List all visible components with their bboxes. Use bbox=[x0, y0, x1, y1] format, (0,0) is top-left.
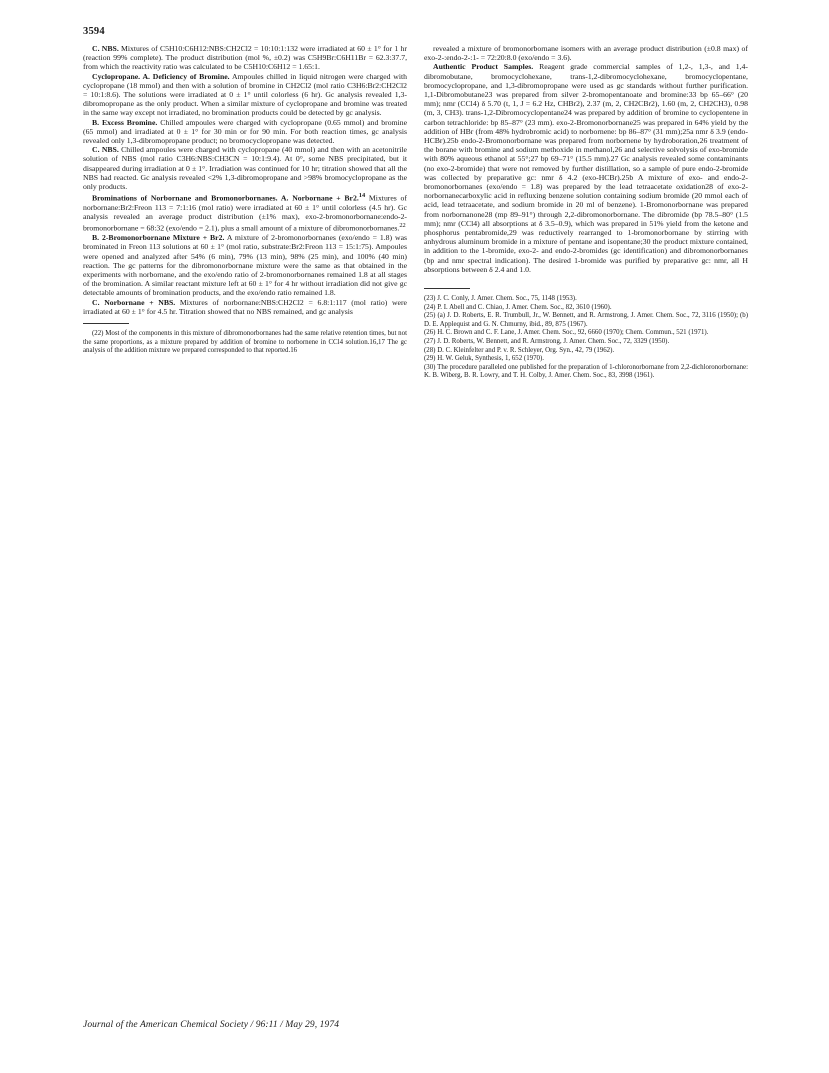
heading: C. Norbornane + NBS. bbox=[92, 297, 176, 307]
heading: Brominations of Norbornane and Bromonorbornanes. A. Norbornane + Br2. bbox=[92, 193, 359, 203]
body-text: Mixtures of norbornane:Br2:Freon 113 = 7:1:16 (mol ratio) were irradiated at 60 ± 1° until colorless (4.5 hr). Gc analysis revealed an average product distribution (±1% max), exo-2-bromonorbornane:endo-2-bromonorbornane = 68:32 (exo/endo = 2.1), plus a small amount of a mixture of dibromonorbornanes. bbox=[83, 193, 407, 233]
footnote-27: (27) J. D. Roberts, W. Bennett, and R. Armstrong, J. Amer. Chem. Soc., 72, 3329 (1950). bbox=[424, 338, 670, 346]
body-text: Mixtures of norbornane:NBS:CH2Cl2 = 6.8:1:117 (mol ratio) were irradiated at 60 ± 1° for 4.5 hr. Titration showed that no NBS remained, and gc analysis bbox=[83, 297, 407, 316]
footnote-26: (26) H. C. Brown and C. F. Lane, J. Amer. Chem. Soc., 92, 6660 (1970); Chem. Commun., 521 (1971). bbox=[424, 329, 709, 337]
reference-marker: 22 bbox=[399, 222, 406, 230]
body-text: Ampoules chilled in liquid nitrogen were charged with cyclopropane (18 mmol) and then with a solution of bromine in CH2Cl2 (mol ratio C3H6:Br2:CH2Cl2 = 10:1:8.6). The solutions were irradiated at 0 ± 1° until colorless (6 hr). Gc analysis revealed 1,3-dibromopropane as the only product. When a similar mixture of cyclopropane and bromine was treated in the same way except not irradiated, no bromination products could be detected by gc analysis. bbox=[83, 71, 407, 118]
paragraph-cyclopropane-deficiency bbox=[83, 72, 407, 118]
heading: C. NBS. bbox=[92, 145, 119, 155]
paragraph-authentic-samples bbox=[424, 62, 748, 274]
reference-marker: 14 bbox=[358, 192, 366, 200]
body-text: A mixture of 2-bromonorbornanes (exo/endo = 1.8) was brominated in Freon 113 solutions at 60 ± 1° (mol ratio, substrate:Br2:Freon 113 = 15:1:75). Ampoules were opened and analyzed after 54% (6 min), 79% (13 min), 98% (25 min), and 100% (40 min) reaction. The gc patterns for the dibromonorbornane mixture were the same as that obtained in the experiments with norbornane, and the exo/endo ratio of 2-bromonorbornanes remained 1.8 at all stages of the bromination. A similar reactant mixture left at 60 ± 1° for 4 hr without irradiation did not give gc detectable amounts of bromination products, and the exo/endo ratio remained 1.8. bbox=[83, 233, 407, 298]
left-column bbox=[83, 44, 407, 356]
paragraph-bromonorbornane-mixture bbox=[83, 233, 407, 297]
page-number: 3594 bbox=[83, 26, 105, 37]
footnote-divider bbox=[424, 288, 470, 289]
heading: Cyclopropane. A. Deficiency of Bromine. bbox=[92, 71, 230, 81]
paragraph-continued: revealed a mixture of bromonorbornane isomers with an average product distribution (±0.8 max) of exo-2-:endo-2-:1- = 72:20:8.0 (exo/endo = 3.6). bbox=[424, 44, 748, 63]
heading: Authentic Product Samples. bbox=[433, 62, 534, 72]
footnote-30: (30) The procedure paralleled one published for the preparation of 1-chloronorbornane from 2,2-dichloronorbornane: K. B. Wiberg, B. R. Lowry, and T. H. Colby, J. Amer. Chem. Soc., 83, 3998 (1961). bbox=[424, 363, 748, 380]
footnote-23: (23) J. C. Conly, J. Amer. Chem. Soc., 75, 1148 (1953). bbox=[424, 295, 577, 303]
paragraph-nbs-cyclopentane bbox=[83, 44, 407, 72]
footnotes bbox=[424, 295, 748, 381]
heading: B. Excess Bromine. bbox=[92, 117, 158, 127]
heading: B. 2-Bromonorbornane Mixture + Br2. bbox=[92, 233, 225, 243]
body-text: Chilled ampoules were charged with cyclopropane (0.65 mmol) and bromine (65 mmol) and irradiated at 0 ± 1° for 30 min or for 90 min. For both reaction times, gc analysis revealed only 1,3-dibromopropane product; no bromocyclopropane was detected. bbox=[83, 117, 408, 146]
footnote-25: (25) (a) J. D. Roberts, E. R. Trumbull, Jr., W. Bennett, and R. Armstrong, J. Amer. Chem. Soc., 72, 3116 (1950); (b) D. E. Applequist and G. N. Chmurny, ibid., 89, 875 (1967). bbox=[424, 312, 748, 328]
paragraph-norbornane-br2 bbox=[83, 191, 407, 233]
paragraph-norbornane-nbs bbox=[83, 298, 407, 316]
heading: C. NBS. bbox=[92, 44, 119, 53]
footnote-22: (22) Most of the components in this mixture of dibromonorbornanes had the same relative retention times, but not the same proportions, as a mixture prepared by addition of bromine to norbornene in CCl4 solution.16,17 The gc analysis of the addition mixture we prepared corresponded to that reported.16 bbox=[83, 330, 407, 355]
footnote-29: (29) H. W. Geluk, Synthesis, 1, 652 (1970). bbox=[424, 355, 545, 363]
journal-footer: Journal of the American Chemical Society / 96:11 / May 29, 1974 bbox=[83, 1020, 340, 1030]
paragraph-excess-bromine bbox=[83, 118, 407, 146]
body-text: Chilled ampoules were charged with cyclopropane (40 mmol) and then with an acetonitrile solution of NBS (mol ratio C3H6:NBS:CH3CN = 10:1:9.4). At 0°, some NBS precipitated, but it disappeared during irradiation at 0 ± 1°. Irradiation was continued for 10 hr; titration showed that all the NBS had reacted. Gc analysis revealed <2% 1,3-dibromopropane and >98% bromocyclopropane as the only products. bbox=[83, 145, 407, 192]
footnote-24: (24) P. I. Abell and C. Chiao, J. Amer. Chem. Soc., 82, 3610 (1960). bbox=[424, 303, 612, 311]
footnote-28: (28) D. C. Kleinfelter and P. v. R. Schleyer, Org. Syn., 42, 79 (1962). bbox=[424, 346, 615, 354]
body-text: Reagent grade commercial samples of 1,2-, 1,3-, and 1,4-dibromobutane, bromocyclohexane, trans-1,2-dibromocyclohexane, bromocyclopentane, bromocyclopropane, and 1,3-dibromopropane were used as gc standards without further purification. 1,1-Dibromobutane23 was prepared from silver 2-bromopentanoate and bromine:33 bp 65–66° (20 mm); nmr (CCl4) δ 5.70 (t, 1, J = 6.2 Hz, CHBr2), 2.37 (m, 2, CH2CBr2), 1.60 (m, 2, CH2CH3), 0.98 (m, 3, CH3). trans-1,2-Dibromocyclopentane24 was prepared by addition of bromine to cyclopentene in carbon tetrachloride: bp 85–87° (23 mm). exo-2-Bromonorbornane25 was prepared in 64% yield by the addition of HBr (from 48% hydrobromic acid) to norbornene: bp 86–87° (31 mm);25a nmr δ 3.9 (endo-HCBr).25b endo-2-Bromonorbornane was prepared from norbornene by hydroboration,26 treatment of the borane with bromine and sodium methoxide in methanol,26 and selective solvolysis of exo-bromide with 80% aqueous ethanol at 55°;27 bp 69–71° (15.5 mm).27 Gc analysis revealed some contaminants (no exo-2-bromide) that were not removed by further distillation, so a sample of pure endo-2-bromide was collected by preparative gc: nmr δ 4.2 (exo-HCBr).25b A mixture of exo- and endo-2-bromonorbornanes (exo/endo = 1.8) was prepared by the lead tetraacetate oxidation28 of exo-2-norbornanecarboxylic acid in refluxing benzene solution containing sodium bromide (20 mmol each of acid, lead tetraacetate, and sodium bromide in 20 ml of benzene). 1-Bromonorbornane was prepared from norbornanone28 (mp 89–91°) through 2,2-dibromonorbornane. The dibromide (bp 78.5–80° (1.5 mm); nmr (CCl4) all absorptions at δ 3.5–0.9), which was prepared in 51% yield from the ketone and phosphorus pentabromide,29 was reductively rearranged to 1-bromonorbornane by stirring with anhydrous aluminum bromide in a mixture of pentane and isopentane;30 the product mixture contained, in addition to the 1-bromide, exo-2- and endo-2-bromides (gc identification) and dibromonorbornanes (bp and nmr spectral indication). The desired 1-bromide was purified by preparative gc: nmr, all H absorptions between δ 2.4 and 1.0. bbox=[424, 62, 748, 274]
body-text: Mixtures of C5H10:C6H12:NBS:CH2Cl2 = 10:10:1:132 were irradiated at 60 ± 1° for 1 hr (reaction 99% complete). The product distribution (mol %, ±0.2) was C5H9Br:C6H11Br = 62.3:37.7, from which the reactivity ratio was calculated to be C5H10:C6H12 = 1.65:1. bbox=[83, 44, 407, 72]
right-column bbox=[424, 44, 748, 381]
footnote-divider bbox=[83, 323, 129, 324]
paragraph-cyclopropane-nbs bbox=[83, 145, 407, 191]
